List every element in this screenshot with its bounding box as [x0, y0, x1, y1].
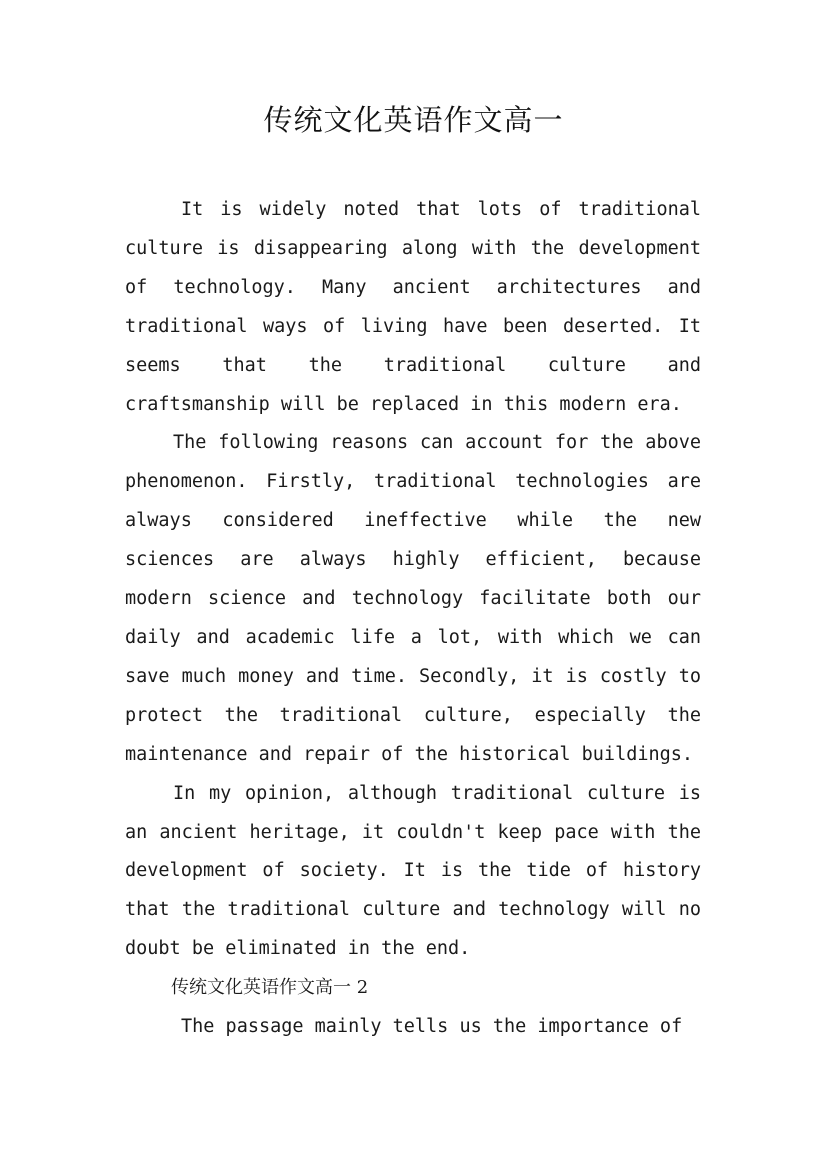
paragraph-3: In my opinion, although traditional culture is an ancient heritage, it couldn't keep pace with the development of society. It is the tide of history that the traditional culture and technology will no doubt be eliminated in the end.: [125, 782, 701, 960]
paragraph-1: It is widely noted that lots of traditional culture is disappearing along with the development of technology. Many ancient architectures and traditional ways of living have been deserted. It seems that the traditional culture and craftsmanship will be replaced in this modern era.: [125, 199, 701, 415]
section-subheading: 传统文化英语作文高一 2: [171, 977, 369, 999]
page-title: 传统文化英语作文高一: [263, 103, 564, 137]
document-body: [125, 191, 701, 1047]
paragraph-4: The passage mainly tells us the importance of: [181, 1016, 683, 1038]
paragraph-2: The following reasons can account for the above phenomenon. Firstly, traditional technologies are always considered ineffective while the new sciences are always highly efficient, because modern science and technology facilitate both our daily and academic life a lot, with which we can save much money and time. Secondly, it is costly to protect the traditional culture, especially the maintenance and repair of the historical buildings.: [125, 432, 701, 765]
